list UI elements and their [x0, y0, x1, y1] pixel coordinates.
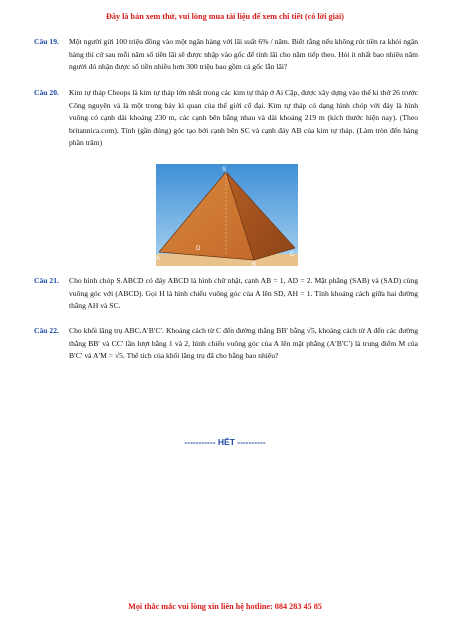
question-20 [34, 87, 418, 150]
question-20-label: Câu 20. [34, 88, 59, 97]
question-22-label: Câu 22. [34, 326, 59, 335]
question-22 [34, 325, 418, 363]
hotline-footer: Mọi thắc mắc vui lòng xin liên hệ hotline: 084 283 45 85 [128, 602, 322, 611]
preview-banner: Đây là bản xem thử, vui lòng mua tài liệu để xem chi tiết (có lời giải) [105, 12, 344, 21]
question-21-text: Cho hình chóp S.ABCD có đáy ABCD là hình chữ nhật, cạnh AB = 1, AD = 2. Mặt phẳng (SAB) và (SAD) cùng vuông góc với (ABCD). Gọi H là hình chiếu vuông góc của A lên SD, AH = 1. Tính khoảng cách giữa hai đường thẳng AH và SC. [69, 276, 418, 311]
question-21-label: Câu 21. [34, 276, 59, 285]
question-20-text: Kim tự tháp Cheops là kim tự tháp lớn nhất trong các kim tự tháp ở Ai Cập, được xây dựng vào thế kỉ thứ 26 trước Công nguyên và là một trong bảy kì quan của thế giới cổ đại. Kim tự tháp có dạng hình chóp với đáy là hình vuông có cạnh dài khoảng 230 m, các cạnh bên bằng nhau và dài khoảng 219 m (kích thước hiện nay). (Theo britannica.com). Tính (gần đúng) góc tạo bởi cạnh bên SC và cạnh đáy AB của kim tự tháp. (Làm tròn đến hàng phần trăm) [69, 88, 418, 148]
vertex-label-b: B [252, 262, 257, 266]
question-19-text: Một người gửi 100 triệu đồng vào một ngân hàng với lãi suất 6% / năm. Biết rằng nếu không rút tiền ra khỏi ngân hàng thì cứ sau mỗi năm số tiền lãi sẽ được nhập vào gốc để tính lãi cho năm tiếp theo. Hỏi ít nhất bao nhiêu năm người đó nhận được số tiền nhiều hơn 300 triệu bao gồm cả gốc lẫn lãi? [69, 37, 418, 72]
question-21 [34, 275, 418, 313]
vertex-label-s: S [222, 167, 227, 173]
vertex-label-a: A [156, 256, 161, 262]
question-19 [34, 36, 418, 74]
vertex-label-c: C [290, 252, 295, 258]
vertex-label-d: D [196, 246, 201, 252]
question-22-text: Cho khối lăng trụ ABC.A′B′C′. Khoảng cách từ C đến đường thẳng BB′ bằng √5, khoảng cách từ A đến các đường thẳng BB′ và CC′ lần lượt bằng 1 và 2, hình chiếu vuông góc của A lên mặt phẳng (A′B′C′) là trung điểm M của B′C′ và A′M = √5. Thể tích của khối lăng trụ đã cho bằng bao nhiêu? [69, 326, 418, 361]
question-19-label: Câu 19. [34, 37, 59, 46]
end-marker: ----------- HẾT ---------- [184, 437, 266, 447]
pyramid-figure [156, 164, 298, 266]
